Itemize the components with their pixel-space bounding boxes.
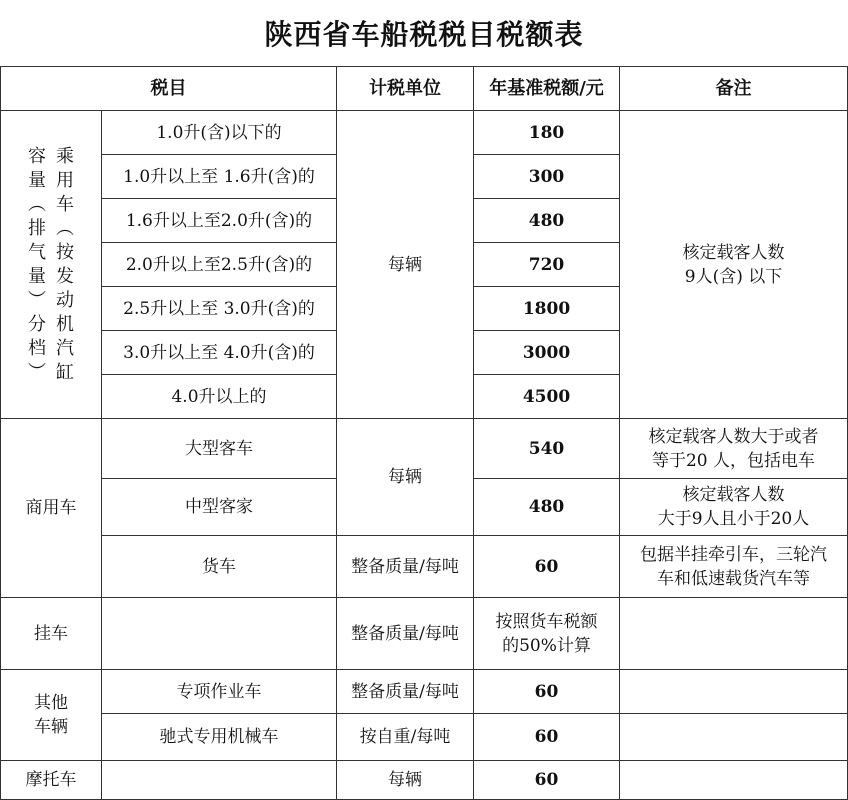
vertical-label-char: 车 <box>56 193 74 215</box>
displacement-amount: 1800 <box>474 287 620 331</box>
vehicle-name: 中型客家 <box>102 479 337 536</box>
commercial-category-label: 商用车 <box>1 419 102 598</box>
vertical-label-char: 气 <box>28 241 46 263</box>
amount-line: 的50%计算 <box>502 635 591 656</box>
vertical-label-char: 量 <box>28 169 46 191</box>
motorcycle-amount: 60 <box>474 761 620 800</box>
displacement-name: 4.0升以上的 <box>102 375 337 419</box>
vehicle-name: 驰式专用机械车 <box>102 714 337 761</box>
note-line: 核定载客人数 <box>682 485 785 505</box>
vehicle-amount: 540 <box>474 419 620 479</box>
vertical-label-char: ︶ <box>28 289 46 311</box>
vehicle-name: 专项作业车 <box>102 670 337 714</box>
vertical-label-char: 容 <box>28 145 46 167</box>
trailer-unit: 整备质量/每吨 <box>337 598 474 670</box>
table-row <box>1 598 848 670</box>
table-row <box>1 670 848 714</box>
vertical-label-char: ︶ <box>28 361 46 383</box>
trailer-label: 挂车 <box>1 598 102 670</box>
vertical-label-char: 汽 <box>56 337 74 359</box>
page-title: 陕西省车船税税目税额表 <box>264 18 584 51</box>
note-line: 车和低速载货汽车等 <box>657 568 810 589</box>
truck-unit: 整备质量/每吨 <box>337 536 474 598</box>
vertical-label-char: 排 <box>28 217 46 239</box>
vehicle-amount: 60 <box>474 536 620 598</box>
header-unit: 计税单位 <box>337 67 474 111</box>
note-line: 核定载客人数大于或者 <box>648 426 819 447</box>
amount-line: 按照货车税额 <box>495 611 598 632</box>
displacement-name: 2.0升以上至2.5升(含)的 <box>102 243 337 287</box>
vertical-label-char: 量 <box>28 265 46 287</box>
table-row <box>1 111 848 155</box>
header-note: 备注 <box>620 67 848 111</box>
empty-cell <box>102 598 337 670</box>
vertical-label-char: 动 <box>56 289 74 311</box>
note-line: 包据半挂牵引车，三轮汽 <box>640 544 827 565</box>
label-line: 车辆 <box>34 717 68 737</box>
note-line: 核定载客人数 <box>682 242 785 263</box>
displacement-name: 1.6升以上至2.0升(含)的 <box>102 199 337 243</box>
note-line: 9人(含) 以下 <box>684 266 783 287</box>
motorcycle-label: 摩托车 <box>1 761 102 800</box>
displacement-amount: 180 <box>474 111 620 155</box>
vehicle-note <box>620 479 848 536</box>
note-line: 大于9人且小于20人 <box>657 509 810 529</box>
table-row <box>1 761 848 800</box>
tax-table <box>0 66 848 800</box>
vertical-label-char: 用 <box>56 169 74 191</box>
passenger-label-col1 <box>28 145 46 385</box>
passenger-unit: 每辆 <box>337 111 474 419</box>
vehicle-amount: 480 <box>474 479 620 536</box>
displacement-amount: 480 <box>474 199 620 243</box>
trailer-amount <box>474 598 620 670</box>
table-row <box>1 714 848 761</box>
vehicle-name: 大型客车 <box>102 419 337 479</box>
vehicle-unit: 整备质量/每吨 <box>337 670 474 714</box>
passenger-label-col2 <box>56 145 74 385</box>
empty-cell <box>620 670 848 714</box>
table-row <box>1 536 848 598</box>
empty-cell <box>620 598 848 670</box>
vehicle-amount: 60 <box>474 714 620 761</box>
vertical-label-char: 发 <box>56 265 74 287</box>
displacement-name: 3.0升以上至 4.0升(含)的 <box>102 331 337 375</box>
empty-cell <box>620 761 848 800</box>
vertical-label-char: 机 <box>56 313 74 335</box>
displacement-amount: 3000 <box>474 331 620 375</box>
header-amount: 年基准税额/元 <box>474 67 620 111</box>
passenger-category-label <box>1 111 102 419</box>
displacement-amount: 300 <box>474 155 620 199</box>
vertical-label-char: ︵ <box>28 193 46 215</box>
displacement-name: 1.0升(含)以下的 <box>102 111 337 155</box>
note-line: 等于20 人，包括电车 <box>651 450 816 471</box>
vertical-label-char: 分 <box>28 313 46 335</box>
vertical-label-char: 缸 <box>56 361 74 383</box>
displacement-name: 1.0升以上至 1.6升(含)的 <box>102 155 337 199</box>
bus-unit: 每辆 <box>337 419 474 536</box>
vehicle-name: 货车 <box>102 536 337 598</box>
vertical-label-char: 档 <box>28 337 46 359</box>
vehicle-note <box>620 419 848 479</box>
empty-cell <box>620 714 848 761</box>
displacement-name: 2.5升以上至 3.0升(含)的 <box>102 287 337 331</box>
passenger-note <box>620 111 848 419</box>
other-category-label <box>1 670 102 761</box>
header-item: 税目 <box>1 67 337 111</box>
vertical-label-char: 乘 <box>56 145 74 167</box>
displacement-amount: 720 <box>474 243 620 287</box>
vehicle-amount: 60 <box>474 670 620 714</box>
vehicle-note <box>620 536 848 598</box>
motorcycle-unit: 每辆 <box>337 761 474 800</box>
vehicle-unit: 按自重/每吨 <box>337 714 474 761</box>
label-line: 其他 <box>34 693 68 713</box>
header-row <box>1 67 848 111</box>
empty-cell <box>102 761 337 800</box>
table-row <box>1 419 848 479</box>
vertical-label-char: ︵ <box>56 217 74 239</box>
vertical-label-char: 按 <box>56 241 74 263</box>
displacement-amount: 4500 <box>474 375 620 419</box>
